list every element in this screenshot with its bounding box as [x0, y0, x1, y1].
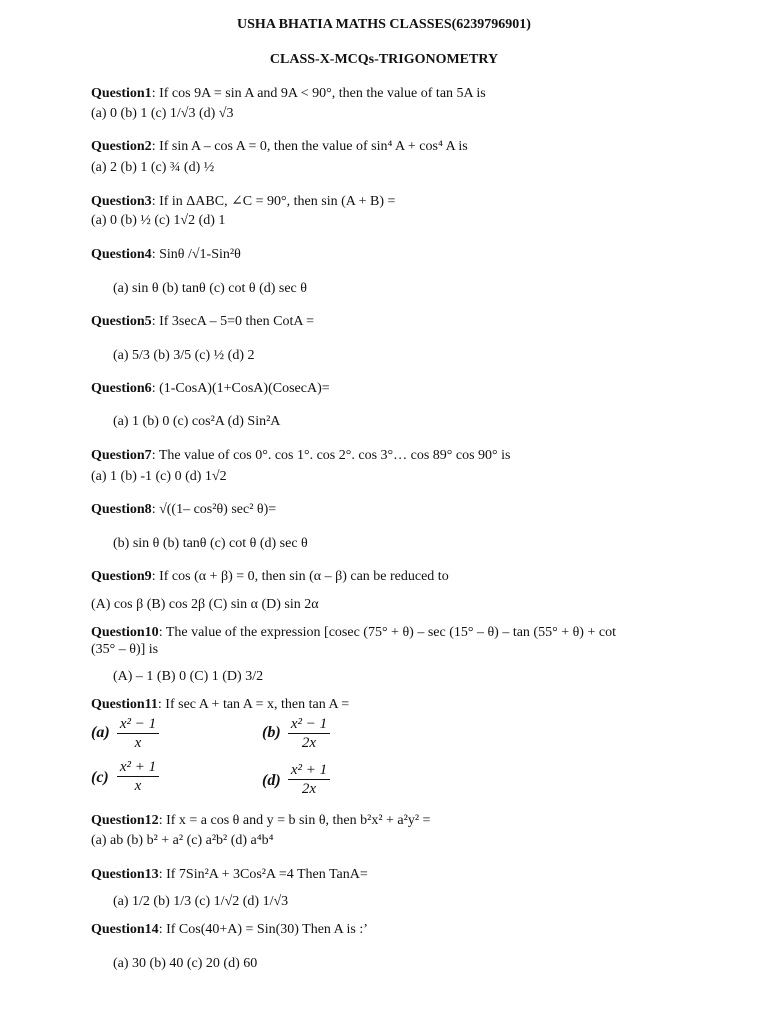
question-label: Question12 — [91, 813, 159, 828]
question-4-options: (a) sin θ (b) tanθ (c) cot θ (d) sec θ — [113, 281, 307, 296]
fraction-denominator: 2x — [301, 735, 317, 751]
question-9-options: (A) cos β (B) cos 2β (C) sin α (D) sin 2α — [91, 597, 319, 612]
question-text: : If sin A – cos A = 0, then the value of sin⁴ A + cos⁴ A is — [151, 139, 468, 154]
question-text: : If 7Sin²A + 3Cos²A =4 Then TanA= — [158, 867, 368, 882]
question-text: : The value of the expression [cosec (75° + θ) – sec (15° – θ) – tan (55° + θ) + cot — [158, 625, 616, 640]
question-text: : (1-CosA)(1+CosA)(CosecA)= — [151, 381, 330, 396]
question-label: Question3 — [91, 194, 152, 209]
question-label: Question13 — [91, 867, 159, 882]
option-label: (d) — [262, 772, 281, 789]
question-text: : If sec A + tan A = x, then tan A = — [157, 697, 350, 712]
question-label: Question11 — [91, 697, 158, 712]
question-8-options: (b) sin θ (b) tanθ (c) cot θ (d) sec θ — [113, 536, 308, 551]
question-label: Question14 — [91, 922, 159, 937]
question-label: Question10 — [91, 625, 159, 640]
question-3 — [91, 194, 395, 210]
question-4 — [91, 247, 241, 263]
question-10-text-cont: (35° – θ)] is — [91, 642, 159, 657]
fraction-numerator: x² + 1 — [119, 759, 157, 775]
question-text: : If cos 9A = sin A and 9A < 90°, then the value of tan 5A is — [151, 86, 486, 101]
question-label: Question4 — [91, 247, 152, 262]
fraction-numerator: x² − 1 — [119, 716, 157, 732]
question-13-options: (a) 1/2 (b) 1/3 (c) 1/√2 (d) 1/√3 — [113, 894, 289, 909]
question-label: Question8 — [91, 502, 152, 517]
question-2-options: (a) 2 (b) 1 (c) ¾ (d) ½ — [91, 160, 215, 175]
question-14 — [91, 922, 368, 938]
question-10 — [91, 625, 616, 641]
question-label: Question9 — [91, 569, 152, 584]
question-label: Question6 — [91, 381, 152, 396]
question-label: Question1 — [91, 86, 152, 101]
question-6-options: (a) 1 (b) 0 (c) cos²A (d) Sin²A — [113, 414, 281, 429]
question-text: : √((1– cos²θ) sec² θ)= — [151, 502, 277, 517]
question-2 — [91, 139, 468, 155]
option-d-fraction — [262, 762, 342, 802]
question-text: : If 3secA – 5=0 then CotA = — [151, 314, 315, 329]
question-5-options: (a) 5/3 (b) 3/5 (c) ½ (d) 2 — [113, 348, 255, 363]
page-subtitle: CLASS-X-MCQs-TRIGONOMETRY — [269, 52, 499, 67]
question-1-options: (a) 0 (b) 1 (c) 1/√3 (d) √3 — [91, 106, 234, 121]
question-12 — [91, 813, 430, 829]
fraction-denominator: x — [134, 778, 142, 794]
question-7-options: (a) 1 (b) -1 (c) 0 (d) 1√2 — [91, 469, 227, 484]
page-title: USHA BHATIA MATHS CLASSES(6239796901) — [237, 17, 531, 32]
question-6 — [91, 381, 330, 397]
question-13 — [91, 867, 368, 883]
option-label: (b) — [262, 724, 281, 741]
question-8 — [91, 502, 276, 518]
question-7 — [91, 448, 510, 464]
question-label: Question7 — [91, 448, 152, 463]
question-12-options: (a) ab (b) b² + a² (c) a²b² (d) a⁴b⁴ — [91, 833, 274, 848]
fraction-denominator: x — [134, 735, 142, 751]
question-1 — [91, 86, 486, 102]
question-text: : Sinθ /√1-Sin²θ — [151, 247, 241, 262]
fraction-denominator: 2x — [301, 781, 317, 797]
fraction-numerator: x² − 1 — [290, 716, 328, 732]
question-text: : If in ΔABC, ∠C = 90°, then sin (A + B) = — [151, 194, 396, 209]
option-b-fraction — [262, 716, 342, 756]
question-text: : If Cos(40+A) = Sin(30) Then A is :’ — [158, 922, 368, 937]
option-label: (a) — [91, 724, 110, 741]
question-text: : The value of cos 0°. cos 1°. cos 2°. cos 3°… cos 89° cos 90° is — [151, 448, 511, 463]
question-11 — [91, 697, 349, 713]
question-5 — [91, 314, 314, 330]
question-text: : If cos (α + β) = 0, then sin (α – β) can be reduced to — [151, 569, 449, 584]
option-a-fraction — [91, 716, 171, 756]
question-10-options: (A) – 1 (B) 0 (C) 1 (D) 3/2 — [113, 669, 264, 684]
option-label: (c) — [91, 769, 109, 786]
question-3-options: (a) 0 (b) ½ (c) 1√2 (d) 1 — [91, 213, 226, 228]
question-14-options: (a) 30 (b) 40 (c) 20 (d) 60 — [113, 956, 258, 971]
question-text: : If x = a cos θ and y = b sin θ, then b²x² + a²y² = — [158, 813, 431, 828]
question-label: Question5 — [91, 314, 152, 329]
fraction-numerator: x² + 1 — [290, 762, 328, 778]
option-c-fraction — [91, 759, 171, 799]
fraction-bar — [288, 733, 330, 734]
fraction-bar — [288, 779, 330, 780]
fraction-bar — [117, 776, 159, 777]
question-label: Question2 — [91, 139, 152, 154]
question-9 — [91, 569, 449, 585]
fraction-bar — [117, 733, 159, 734]
